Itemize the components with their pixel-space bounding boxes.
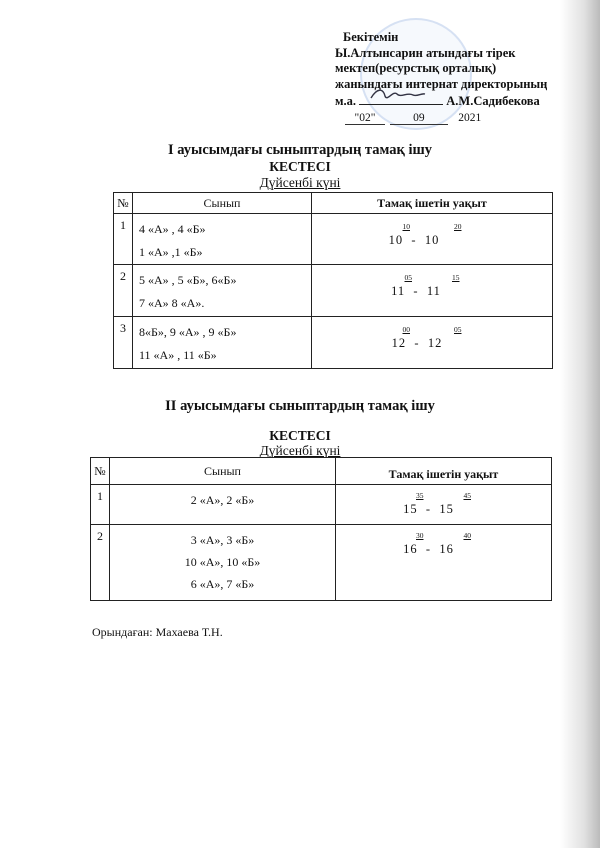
approval-center: мектеп(ресурстық орталық) (335, 61, 497, 75)
table-header-row (114, 193, 553, 214)
section2-subtitle: КЕСТЕСІ (269, 428, 331, 443)
row-num: 3 (114, 317, 133, 369)
date-day: "02" (345, 112, 385, 125)
time-minutes-end: 05 (454, 325, 462, 334)
table-row (91, 525, 552, 601)
time-hours: 11 - 11 (391, 284, 441, 298)
approval-signature-line (335, 92, 547, 110)
section2-day: Дүйсенбі күні (259, 443, 341, 458)
time-minutes-start: 35 (416, 491, 424, 500)
row-time (312, 214, 553, 265)
section2-table (90, 457, 552, 601)
row-num: 1 (91, 485, 110, 525)
section1-subtitle: КЕСТЕСІ (269, 159, 331, 174)
time-hours: 12 - 12 (391, 336, 443, 350)
table-row (114, 317, 553, 369)
time-hours: 10 - 10 (388, 233, 440, 247)
class-line: 1 «А» ,1 «Б» (139, 245, 203, 259)
signature-field (359, 92, 443, 105)
director-name: А.М.Садибекова (446, 94, 540, 108)
approval-date (345, 112, 489, 125)
class-line: 6 «А», 7 «Б» (190, 577, 255, 591)
scan-edge-shadow (560, 0, 600, 848)
header-time: Тамақ ішетін уақыт (312, 193, 553, 214)
section1-title: I ауысымдағы сыныптардың тамақ ішу (167, 142, 433, 158)
header-class: Сынып (133, 193, 312, 214)
row-num: 1 (114, 214, 133, 265)
row-time (336, 485, 552, 525)
class-line: 7 «А» 8 «А». (139, 296, 205, 310)
time-hours: 16 - 16 (403, 542, 454, 556)
class-line: 3 «А», 3 «Б» (190, 533, 255, 547)
table-row (114, 265, 553, 317)
approval-position: жанындағы интернат директорының (335, 76, 548, 91)
header-class: Сынып (110, 458, 336, 485)
row-classes (110, 525, 336, 601)
class-line: 4 «А» , 4 «Б» (139, 222, 206, 236)
row-num: 2 (114, 265, 133, 317)
time-minutes-start: 30 (416, 531, 424, 540)
time-minutes-start: 05 (404, 273, 412, 282)
approval-heading: Бекітемін (343, 30, 399, 44)
row-time (336, 525, 552, 601)
time-minutes-end: 45 (463, 491, 471, 500)
section2-title: II ауысымдағы сыныптардың тамақ ішу (165, 398, 435, 414)
approval-block (335, 30, 547, 110)
time-minutes-end: 40 (463, 531, 471, 540)
time-minutes-end: 15 (452, 273, 460, 282)
row-time (312, 265, 553, 317)
approval-school: Ы.Алтынсарин атындағы тірек (335, 45, 516, 60)
table-row (91, 485, 552, 525)
row-classes (110, 485, 336, 525)
time-minutes-start: 10 (402, 222, 410, 231)
row-time (312, 317, 553, 369)
row-num: 2 (91, 525, 110, 601)
section1-day: Дүйсенбі күні (259, 175, 341, 190)
section1-table (113, 192, 553, 369)
date-year: 2021 (458, 112, 482, 124)
acting-prefix: м.а. (335, 94, 357, 108)
class-line: 2 «А», 2 «Б» (190, 493, 255, 507)
class-line: 10 «А», 10 «Б» (184, 555, 261, 569)
time-minutes-start: 00 (402, 325, 410, 334)
table-row (114, 214, 553, 265)
time-minutes-end: 20 (454, 222, 462, 231)
time-hours: 15 - 15 (403, 502, 454, 516)
signature-mark (367, 86, 427, 104)
header-num: № (114, 193, 133, 214)
header-time: Тамақ ішетін уақыт (336, 458, 552, 485)
date-month: 09 (390, 112, 448, 125)
table-header-row (91, 458, 552, 485)
class-line: 8«Б», 9 «А» , 9 «Б» (139, 325, 237, 339)
class-line: 5 «А» , 5 «Б», 6«Б» (139, 273, 237, 287)
executor-signature: Орындаған: Махаева Т.Н. (92, 625, 223, 639)
header-num: № (91, 458, 110, 485)
class-line: 11 «А» , 11 «Б» (139, 348, 217, 362)
